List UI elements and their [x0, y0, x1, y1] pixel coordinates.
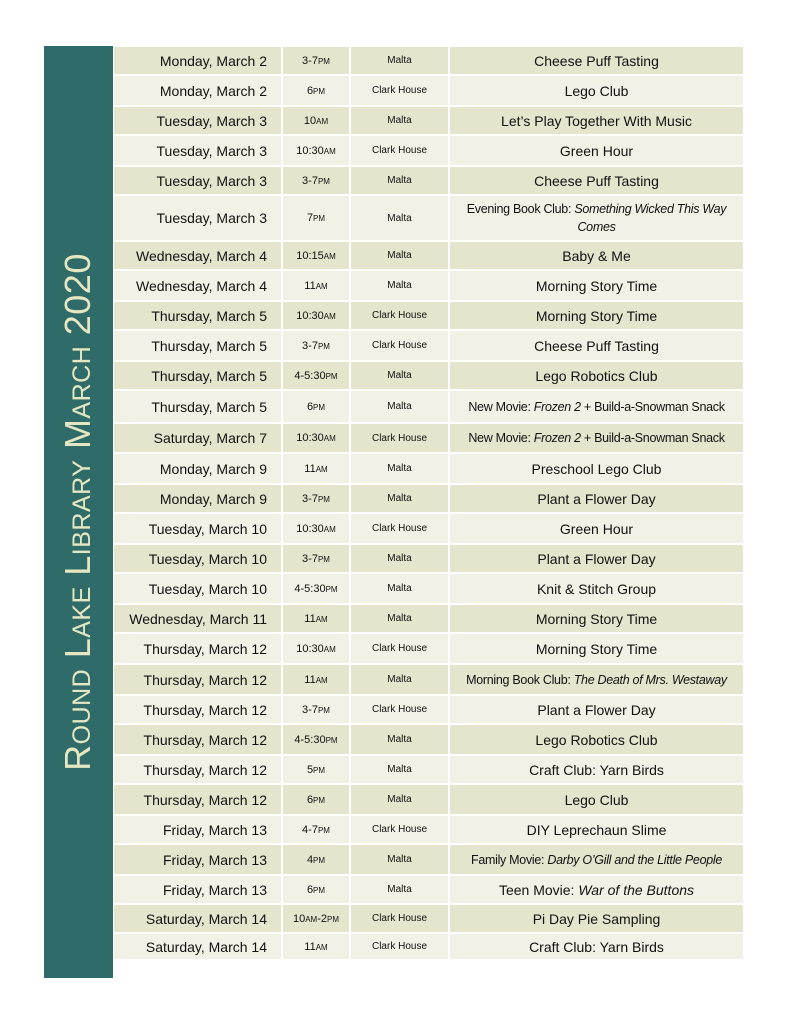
event-location: Clark House	[351, 905, 450, 934]
event-time: 6pm	[283, 391, 351, 424]
event-title: Knit & Stitch Group	[536, 580, 657, 597]
event-location: Clark House	[351, 136, 450, 167]
table-row	[114, 362, 743, 391]
event-time: 10:30am	[283, 302, 351, 331]
table-row	[114, 196, 743, 242]
event-time: 11am	[283, 665, 351, 696]
event-location: Malta	[351, 391, 450, 424]
event-location: Clark House	[351, 424, 450, 454]
table-row	[114, 696, 743, 725]
event-title-italic: Frozen 2	[533, 431, 581, 445]
table-row	[114, 107, 743, 136]
event-location: Malta	[351, 876, 450, 905]
event-title-italic: Darby O’Gill and the Little People	[547, 852, 722, 867]
event-time: 4-5:30pm	[283, 574, 351, 605]
event-location: Malta	[351, 271, 450, 302]
event-day: Monday, March 2	[114, 76, 283, 107]
event-name	[450, 634, 743, 665]
event-time: 3-7pm	[283, 331, 351, 362]
event-title: Morning Story Time	[535, 610, 658, 627]
event-day: Thursday, March 12	[114, 785, 283, 816]
event-time: 4-5:30pm	[283, 362, 351, 391]
event-day: Thursday, March 5	[114, 302, 283, 331]
event-name	[450, 362, 743, 391]
event-title: Morning Story Time	[535, 307, 658, 324]
event-location: Malta	[351, 605, 450, 634]
table-row	[114, 47, 743, 76]
event-location: Clark House	[351, 934, 450, 961]
event-name	[450, 756, 743, 785]
table-row	[114, 76, 743, 107]
event-location: Malta	[351, 485, 450, 514]
event-day: Thursday, March 12	[114, 665, 283, 696]
event-title: Morning Book Club:	[466, 672, 574, 687]
event-location: Malta	[351, 167, 450, 196]
event-title: Family Movie:	[471, 852, 548, 867]
event-location: Malta	[351, 845, 450, 876]
event-name	[450, 391, 743, 424]
event-name	[450, 816, 743, 845]
event-title: Plant a Flower Day	[537, 701, 656, 718]
event-day: Tuesday, March 10	[114, 514, 283, 545]
event-time: 3-7pm	[283, 485, 351, 514]
event-title-italic: Something Wicked This Way Comes	[574, 202, 727, 234]
table-row	[114, 545, 743, 574]
event-day: Tuesday, March 10	[114, 574, 283, 605]
event-name	[450, 845, 743, 876]
event-time: 4-5:30pm	[283, 725, 351, 756]
event-time: 10:30am	[283, 424, 351, 454]
event-day: Friday, March 13	[114, 876, 283, 905]
event-name	[450, 696, 743, 725]
event-title: Morning Story Time	[535, 640, 658, 657]
event-time: 11am	[283, 271, 351, 302]
event-title: New Movie:	[468, 431, 534, 445]
event-day: Monday, March 9	[114, 454, 283, 485]
event-name	[450, 331, 743, 362]
event-day: Monday, March 9	[114, 485, 283, 514]
table-row	[114, 391, 743, 424]
event-title: Lego Club	[564, 791, 629, 808]
event-location: Clark House	[351, 302, 450, 331]
event-title: Craft Club: Yarn Birds	[529, 938, 664, 955]
event-time: 3-7pm	[283, 167, 351, 196]
event-title: Cheese Puff Tasting	[534, 52, 659, 69]
event-title-suffix: + Build-a-Snowman Snack	[580, 431, 725, 445]
event-title: New Movie:	[468, 399, 534, 414]
event-time: 11am	[283, 934, 351, 961]
page-title: Round Lake Library March 2020	[57, 253, 98, 771]
event-title: Let’s Play Together With Music	[501, 112, 692, 129]
event-time: 3-7pm	[283, 696, 351, 725]
table-row	[114, 167, 743, 196]
event-time: 10:30am	[283, 136, 351, 167]
event-location: Clark House	[351, 816, 450, 845]
event-day: Thursday, March 5	[114, 391, 283, 424]
event-time: 11am	[283, 605, 351, 634]
table-row	[114, 934, 743, 961]
event-time: 10:15am	[283, 242, 351, 271]
event-time: 4-7pm	[283, 816, 351, 845]
event-title-suffix: + Build-a-Snowman Snack	[580, 399, 725, 414]
table-row	[114, 756, 743, 785]
event-title: Preschool Lego Club	[531, 460, 662, 477]
event-title: Cheese Puff Tasting	[534, 172, 659, 189]
event-name	[450, 454, 743, 485]
table-row	[114, 271, 743, 302]
event-name	[450, 76, 743, 107]
table-row	[114, 302, 743, 331]
event-name	[450, 934, 743, 961]
event-day: Friday, March 13	[114, 845, 283, 876]
event-location: Malta	[351, 196, 450, 242]
event-location: Malta	[351, 785, 450, 816]
table-row	[114, 485, 743, 514]
event-name	[450, 302, 743, 331]
event-day: Wednesday, March 4	[114, 242, 283, 271]
event-day: Wednesday, March 4	[114, 271, 283, 302]
event-title: Craft Club: Yarn Birds	[529, 761, 664, 778]
event-location: Clark House	[351, 331, 450, 362]
event-name	[450, 605, 743, 634]
event-title: Teen Movie:	[498, 881, 579, 898]
event-location: Malta	[351, 107, 450, 136]
event-location: Malta	[351, 756, 450, 785]
event-title-italic: War of the Buttons	[578, 881, 695, 898]
event-title: Evening Book Club:	[466, 202, 575, 216]
event-name	[450, 514, 743, 545]
event-time: 7pm	[283, 196, 351, 242]
table-row	[114, 845, 743, 876]
table-row	[114, 454, 743, 485]
table-row	[114, 665, 743, 696]
event-time: 4pm	[283, 845, 351, 876]
event-title-italic: Frozen 2	[533, 399, 581, 414]
event-location: Malta	[351, 454, 450, 485]
event-day: Thursday, March 12	[114, 696, 283, 725]
table-row	[114, 136, 743, 167]
event-location: Malta	[351, 47, 450, 76]
table-row	[114, 816, 743, 845]
event-time: 5pm	[283, 756, 351, 785]
event-name	[450, 725, 743, 756]
event-name	[450, 905, 743, 934]
event-name	[450, 485, 743, 514]
event-title: Pi Day Pie Sampling	[532, 910, 661, 927]
event-day: Tuesday, March 3	[114, 107, 283, 136]
schedule-table	[114, 47, 743, 961]
event-day: Tuesday, March 10	[114, 545, 283, 574]
event-day: Thursday, March 12	[114, 725, 283, 756]
event-time: 10am	[283, 107, 351, 136]
event-title: Lego Robotics Club	[535, 367, 658, 384]
table-row	[114, 785, 743, 816]
event-name	[450, 167, 743, 196]
event-time: 6pm	[283, 76, 351, 107]
event-title: Cheese Puff Tasting	[534, 337, 659, 354]
table-row	[114, 725, 743, 756]
event-location: Clark House	[351, 76, 450, 107]
table-row	[114, 331, 743, 362]
event-location: Clark House	[351, 696, 450, 725]
event-day: Friday, March 13	[114, 816, 283, 845]
event-name	[450, 665, 743, 696]
event-day: Tuesday, March 3	[114, 136, 283, 167]
event-title: Plant a Flower Day	[537, 490, 656, 507]
table-row	[114, 905, 743, 934]
event-day: Saturday, March 7	[114, 424, 283, 454]
event-name	[450, 785, 743, 816]
table-row	[114, 424, 743, 454]
table-row	[114, 242, 743, 271]
event-day: Thursday, March 12	[114, 634, 283, 665]
event-title: Morning Story Time	[535, 277, 658, 294]
event-day: Monday, March 2	[114, 47, 283, 76]
event-name	[450, 271, 743, 302]
event-name	[450, 196, 743, 242]
event-title: Lego Robotics Club	[535, 731, 658, 748]
event-name	[450, 136, 743, 167]
event-location: Clark House	[351, 634, 450, 665]
event-time: 3-7pm	[283, 545, 351, 574]
event-name	[450, 876, 743, 905]
event-day: Wednesday, March 11	[114, 605, 283, 634]
event-location: Malta	[351, 545, 450, 574]
event-title-italic: The Death of Mrs. Westaway	[573, 672, 727, 687]
event-time: 10:30am	[283, 634, 351, 665]
table-row	[114, 514, 743, 545]
event-location: Malta	[351, 725, 450, 756]
event-name	[450, 574, 743, 605]
table-row	[114, 574, 743, 605]
event-name	[450, 47, 743, 76]
event-day: Tuesday, March 3	[114, 167, 283, 196]
event-day: Thursday, March 5	[114, 362, 283, 391]
event-location: Malta	[351, 242, 450, 271]
event-title: Green Hour	[559, 520, 634, 537]
event-location: Clark House	[351, 514, 450, 545]
event-time: 6pm	[283, 876, 351, 905]
event-name	[450, 107, 743, 136]
event-title: Green Hour	[559, 142, 634, 159]
event-location: Malta	[351, 665, 450, 696]
event-day: Saturday, March 14	[114, 905, 283, 934]
event-time: 3-7pm	[283, 47, 351, 76]
event-time: 11am	[283, 454, 351, 485]
event-location: Malta	[351, 574, 450, 605]
event-time: 10am-2pm	[283, 905, 351, 934]
event-day: Saturday, March 14	[114, 934, 283, 961]
event-name	[450, 545, 743, 574]
event-title: DIY Leprechaun Slime	[526, 821, 667, 838]
table-row	[114, 634, 743, 665]
event-day: Thursday, March 5	[114, 331, 283, 362]
event-title: Plant a Flower Day	[537, 550, 656, 567]
table-row	[114, 876, 743, 905]
event-time: 6pm	[283, 785, 351, 816]
event-day: Thursday, March 12	[114, 756, 283, 785]
event-title: Lego Club	[564, 82, 629, 99]
schedule-rows	[114, 47, 743, 961]
event-title: Baby & Me	[562, 247, 631, 264]
event-day: Tuesday, March 3	[114, 196, 283, 242]
table-row	[114, 605, 743, 634]
event-name	[450, 242, 743, 271]
event-time: 10:30am	[283, 514, 351, 545]
event-name	[450, 424, 743, 454]
event-location: Malta	[351, 362, 450, 391]
